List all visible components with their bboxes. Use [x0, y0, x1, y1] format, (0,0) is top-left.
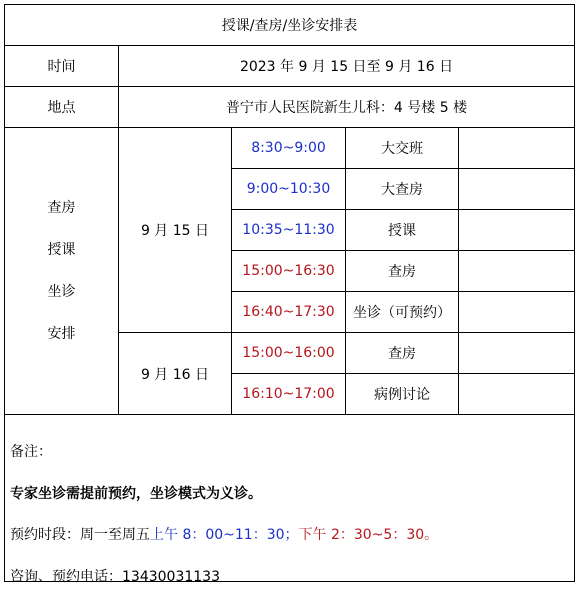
slot-empty-cell	[459, 292, 575, 333]
table-title: 授课/查房/坐诊安排表	[5, 5, 575, 46]
notes-heading: 备注：	[10, 444, 52, 460]
slot-activity: 坐诊（可预约）	[346, 292, 459, 333]
notes-expert: 专家坐诊需提前预约，坐诊模式为义诊。	[10, 486, 262, 502]
slot-time: 9:00~10:30	[232, 169, 346, 210]
slot-time: 8:30~9:00	[232, 128, 346, 169]
notes-hours	[10, 524, 438, 544]
slot-empty-cell	[459, 333, 575, 374]
hours-prefix: 预约时段：周一至周五	[10, 527, 150, 543]
date-cell: 9 月 16 日	[119, 333, 232, 415]
category-word: 查房	[47, 200, 76, 216]
slot-activity: 大交班	[346, 128, 459, 169]
time-value: 2023 年 9 月 15 日至 9 月 16 日	[119, 46, 575, 87]
place-label: 地点	[5, 87, 119, 128]
time-row	[5, 46, 575, 87]
date-cell: 9 月 15 日	[119, 128, 232, 333]
slot-empty-cell	[459, 374, 575, 415]
title-row	[5, 5, 575, 46]
table-row	[5, 128, 575, 169]
category-word: 授课	[47, 242, 76, 258]
slot-time: 16:40~17:30	[232, 292, 346, 333]
slot-activity: 大查房	[346, 169, 459, 210]
hours-afternoon: 下午 2：30~5：30。	[298, 527, 439, 543]
category-word: 坐诊	[47, 284, 76, 300]
slot-activity: 查房	[346, 333, 459, 374]
slot-empty-cell	[459, 169, 575, 210]
slot-activity: 查房	[346, 251, 459, 292]
slot-time: 10:35~11:30	[232, 210, 346, 251]
slot-time: 15:00~16:30	[232, 251, 346, 292]
hours-morning: 上午 8：00~11：30；	[150, 527, 299, 543]
slot-activity: 病例讨论	[346, 374, 459, 415]
slot-activity: 授课	[346, 210, 459, 251]
category-cell	[5, 128, 119, 415]
slot-empty-cell	[459, 210, 575, 251]
slot-time: 15:00~16:00	[232, 333, 346, 374]
place-row	[5, 87, 575, 128]
slot-time: 16:10~17:00	[232, 374, 346, 415]
time-label: 时间	[5, 46, 119, 87]
notes-contact: 咨询、预约电话：13430031133	[10, 569, 220, 585]
place-value: 普宁市人民医院新生儿科：4 号楼 5 楼	[119, 87, 575, 128]
slot-empty-cell	[459, 128, 575, 169]
category-word: 安排	[47, 326, 76, 342]
slot-empty-cell	[459, 251, 575, 292]
